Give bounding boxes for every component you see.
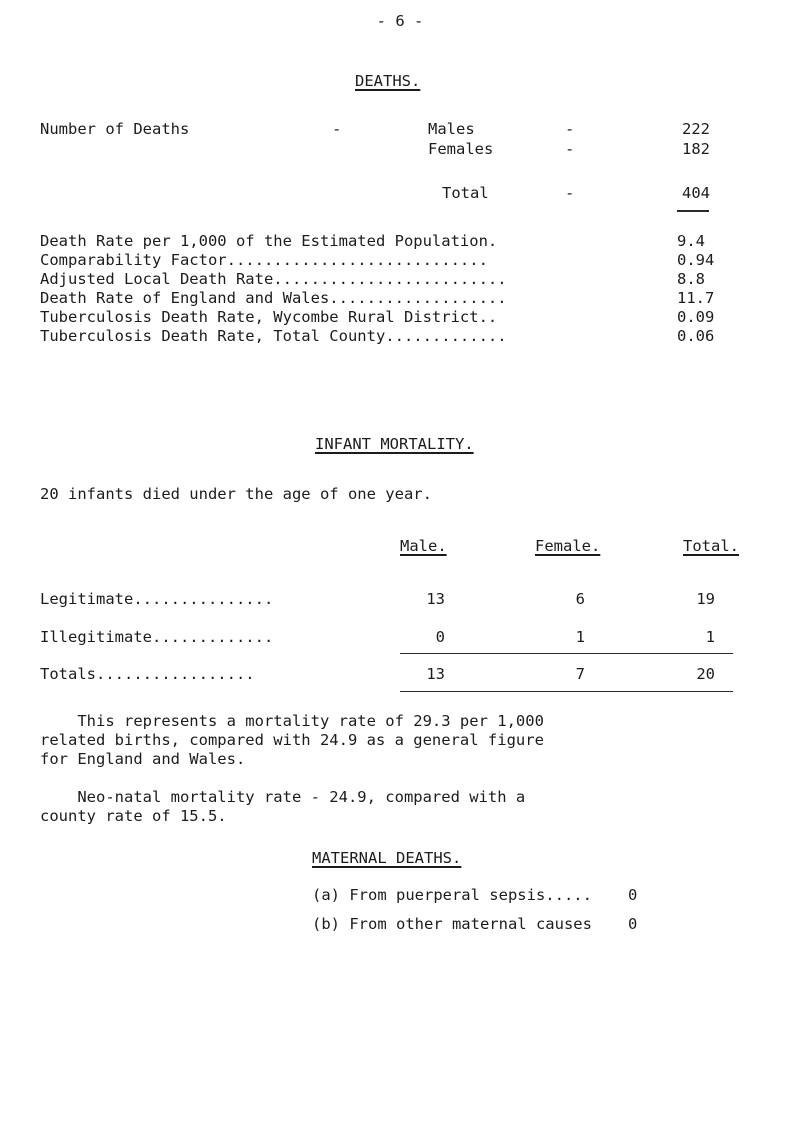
row-label: Illegitimate............. xyxy=(40,628,274,646)
paragraph-line: related births, compared with 24.9 as a general figure xyxy=(40,731,544,749)
page-number: - 6 - xyxy=(376,12,424,30)
number-of-deaths-label: Number of Deaths xyxy=(40,120,190,138)
males-label: Males xyxy=(428,120,475,138)
maternal-item-value: 0 xyxy=(628,915,638,933)
rate-value: 8.8 xyxy=(677,270,705,288)
rate-label: Comparability Factor............................ xyxy=(40,251,488,269)
rate-label: Adjusted Local Death Rate......................... xyxy=(40,270,507,288)
paragraph-line: Neo-natal mortality rate - 24.9, compared with a xyxy=(40,788,526,806)
males-value: 222 xyxy=(682,120,710,138)
death-rates xyxy=(40,232,720,346)
row-total: 19 xyxy=(696,590,715,608)
rate-value: 0.06 xyxy=(677,327,715,345)
row-female: 1 xyxy=(575,628,585,646)
row-male: 13 xyxy=(426,590,445,608)
total-value: 404 xyxy=(682,184,710,202)
rate-row xyxy=(40,270,720,289)
maternal-item-label: (a) From puerperal sepsis..... xyxy=(312,886,592,904)
paragraph-line: This represents a mortality rate of 29.3 per 1,000 xyxy=(40,712,544,730)
maternal-item-value: 0 xyxy=(628,886,638,904)
paragraph-line: for England and Wales. xyxy=(40,750,246,768)
rate-label: Death Rate of England and Wales................... xyxy=(40,289,507,307)
maternal-deaths-heading: MATERNAL DEATHS. xyxy=(312,849,462,867)
row-male: 13 xyxy=(426,665,445,683)
col-total-header: Total. xyxy=(683,537,739,555)
rate-label: Tuberculosis Death Rate, Total County............. xyxy=(40,327,507,345)
rate-row xyxy=(40,289,720,308)
row-label: Legitimate............... xyxy=(40,590,274,608)
rate-row xyxy=(40,251,720,270)
rate-value: 9.4 xyxy=(677,232,705,250)
col-female-header: Female. xyxy=(535,537,601,555)
totals-rule-top xyxy=(400,653,733,654)
rate-row xyxy=(40,327,720,346)
rate-label: Tuberculosis Death Rate, Wycombe Rural District.. xyxy=(40,308,498,326)
rate-label: Death Rate per 1,000 of the Estimated Population. xyxy=(40,232,498,250)
col-male-header: Male. xyxy=(400,537,447,555)
paragraph-line: county rate of 15.5. xyxy=(40,807,227,825)
row-female: 6 xyxy=(575,590,585,608)
females-value: 182 xyxy=(682,140,710,158)
infant-intro: 20 infants died under the age of one year. xyxy=(40,485,432,503)
row-total: 20 xyxy=(696,665,715,683)
deaths-heading: DEATHS. xyxy=(355,72,421,90)
dash: - xyxy=(565,184,575,202)
infant-mortality-heading: INFANT MORTALITY. xyxy=(315,435,474,453)
rate-value: 0.94 xyxy=(677,251,715,269)
totals-rule-bottom xyxy=(400,691,733,692)
rate-value: 11.7 xyxy=(677,289,715,307)
row-female: 7 xyxy=(575,665,585,683)
total-underline xyxy=(677,210,709,212)
row-label: Totals................. xyxy=(40,665,255,683)
dash: - xyxy=(565,140,575,158)
rate-row xyxy=(40,308,720,327)
dash: - xyxy=(332,120,342,138)
dash: - xyxy=(565,120,575,138)
rate-row xyxy=(40,232,720,251)
row-total: 1 xyxy=(705,628,715,646)
females-label: Females xyxy=(428,140,494,158)
rate-value: 0.09 xyxy=(677,308,715,326)
row-male: 0 xyxy=(435,628,445,646)
maternal-item-label: (b) From other maternal causes xyxy=(312,915,592,933)
total-label: Total xyxy=(442,184,489,202)
